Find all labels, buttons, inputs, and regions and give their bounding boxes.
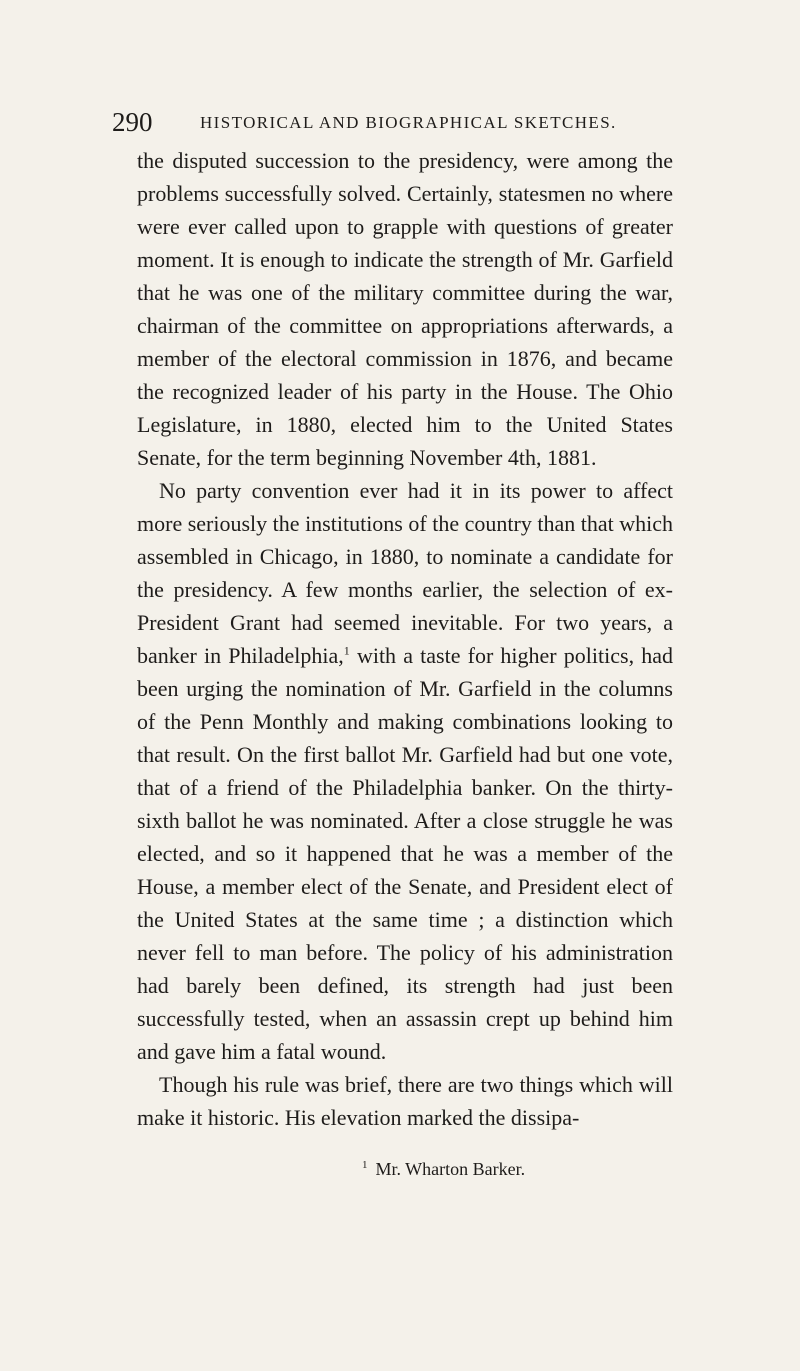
footnote [362, 1157, 525, 1181]
footnote-reference: 1 [343, 643, 350, 658]
paragraph-1 [137, 144, 673, 474]
footnote-text: Mr. Wharton Barker. [375, 1159, 526, 1179]
page-header [112, 106, 672, 138]
footnote-mark: 1 [362, 1159, 368, 1171]
page-number: 290 [112, 107, 153, 137]
paragraph-3-text: Though his rule was brief, there are two things which will make it historic. His elevation marked the dissipa- [137, 1072, 673, 1130]
paragraph-2-text-before-ref: No party convention ever had it in its power to affect more seriously the institutions of the country than that which assembled in Chicago, in 1880, to nominate a candidate for the presidency. A few months earlier, the selection of ex-President Grant had seemed inevitable. For two years, a banker in Philadelphia, [137, 478, 673, 668]
paragraph-1-text: the disputed succession to the presidency, were among the problems successfully solved. Certainly, statesmen no where were ever called upon to grapple with questions of greater moment. It is enough to indicate the strength of Mr. Garfield that he was one of the military committee during the war, chairman of the committee on appropriations afterwards, a member of the electoral commission in 1876, and became the recognized leader of his party in the House. The Ohio Legislature, in 1880, elected him to the United States Senate, for the term beginning November 4th, 1881. [137, 148, 673, 470]
body-text [137, 144, 673, 1134]
paragraph-3 [137, 1068, 673, 1134]
paragraph-2 [137, 474, 673, 1068]
running-title: HISTORICAL AND BIOGRAPHICAL SKETCHES. [200, 113, 617, 132]
paragraph-2-text-after-ref: with a taste for higher politics, had been urging the nomination of Mr. Garfield in the columns of the Penn Monthly and making combinations looking to that result. On the first ballot Mr. Garfield had but one vote, that of a friend of the Philadelphia banker. On the thirty-sixth ballot he was nominated. After a close struggle he was elected, and so it happened that he was a member of the House, a member elect of the Senate, and President elect of the United States at the same time ; a distinction which never fell to man before. The policy of his administration had barely been defined, its strength had just been successfully tested, when an assassin crept up behind him and gave him a fatal wound. [137, 643, 673, 1064]
